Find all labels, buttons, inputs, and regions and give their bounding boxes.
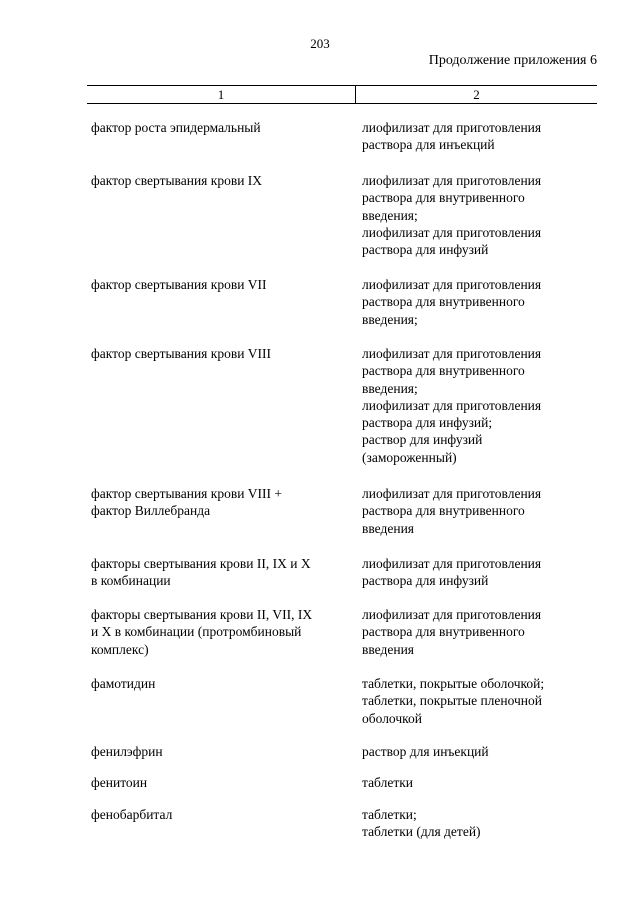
dosage-form-line: таблетки: [362, 775, 414, 790]
table-header: [87, 85, 597, 104]
dosage-forms: [362, 606, 612, 658]
dosage-form-line: раствора для внутривенного: [362, 503, 525, 519]
dosage-form-line: раствор для инфузий: [362, 432, 483, 448]
drug-name: [91, 172, 346, 189]
dosage-forms: [362, 806, 612, 841]
dosage-form-line: раствора для внутривенного: [362, 624, 525, 640]
drug-name: [91, 119, 346, 136]
drug-name: [91, 606, 346, 658]
drug-name-line: в комбинации: [91, 573, 171, 589]
dosage-form-line: введения: [362, 520, 415, 536]
dosage-forms: [362, 555, 612, 590]
dosage-form-line: введения;: [362, 311, 418, 327]
drug-name-line: фенитоин: [91, 775, 148, 790]
dosage-forms: [362, 276, 612, 328]
drug-name: [91, 555, 346, 590]
dosage-form-line: лиофилизат для приготовления: [362, 173, 542, 188]
dosage-forms: [362, 345, 612, 466]
dosage-form-line: раствора для внутривенного: [362, 294, 525, 310]
dosage-form-line: раствора для инфузий;: [362, 415, 493, 431]
drug-name-line: комплекс): [91, 641, 149, 657]
drug-name-line: фактор Виллебранда: [91, 503, 211, 519]
column-1-header: 1: [87, 86, 356, 103]
dosage-form-line: лиофилизат для приготовления: [362, 346, 542, 361]
dosage-form-line: таблетки, покрытые пленочной: [362, 693, 543, 709]
drug-name-line: фактор свертывания крови VIII +: [91, 486, 283, 501]
drug-name-line: фамотидин: [91, 676, 156, 691]
dosage-forms: [362, 675, 612, 727]
dosage-form-line: лиофилизат для приготовления: [362, 397, 542, 413]
dosage-form-line: введения: [362, 641, 415, 657]
dosage-form-line: раствора для инъекций: [362, 137, 495, 153]
dosage-form-line: лиофилизат для приготовления: [362, 224, 542, 240]
dosage-forms: [362, 774, 612, 791]
drug-name: [91, 743, 346, 760]
dosage-form-line: лиофилизат для приготовления: [362, 120, 542, 135]
dosage-forms: [362, 485, 612, 537]
drug-name: [91, 774, 346, 791]
dosage-form-line: введения;: [362, 207, 418, 223]
dosage-form-line: таблетки, покрытые оболочкой;: [362, 676, 545, 691]
dosage-form-line: раствора для внутривенного: [362, 363, 525, 379]
dosage-forms: [362, 743, 612, 760]
page-number: 203: [310, 36, 330, 51]
drug-name-line: фактор свертывания крови VIII: [91, 346, 272, 361]
dosage-form-line: оболочкой: [362, 710, 422, 726]
drug-name: [91, 675, 346, 692]
dosage-form-line: раствора для инфузий: [362, 573, 489, 589]
drug-name-line: факторы свертывания крови II, VII, IX: [91, 607, 313, 622]
drug-name: [91, 806, 346, 823]
dosage-form-line: введения;: [362, 380, 418, 396]
drug-name: [91, 485, 346, 520]
drug-name-line: фактор роста эпидермальный: [91, 120, 261, 135]
dosage-forms: [362, 172, 612, 258]
appendix-continuation-label: Продолжение приложения 6: [428, 53, 597, 68]
drug-name: [91, 345, 346, 362]
drug-name-line: факторы свертывания крови II, IX и X: [91, 556, 311, 571]
dosage-form-line: лиофилизат для приготовления: [362, 277, 542, 292]
dosage-form-line: (замороженный): [362, 449, 457, 465]
drug-name-line: и X в комбинации (протромбиновый: [91, 624, 302, 640]
drug-name-line: фенобарбитал: [91, 807, 173, 822]
drug-name-line: фенилэфрин: [91, 744, 163, 759]
dosage-form-line: лиофилизат для приготовления: [362, 486, 542, 501]
drug-name-line: фактор свертывания крови IX: [91, 173, 263, 188]
dosage-form-line: лиофилизат для приготовления: [362, 556, 542, 571]
dosage-form-line: раствор для инъекций: [362, 744, 489, 759]
column-2-header: 2: [473, 87, 480, 102]
drug-name: [91, 276, 346, 293]
dosage-form-line: раствора для инфузий: [362, 242, 489, 258]
dosage-form-line: таблетки (для детей): [362, 824, 481, 840]
drug-name-line: фактор свертывания крови VII: [91, 277, 267, 292]
dosage-form-line: раствора для внутривенного: [362, 190, 525, 206]
dosage-forms: [362, 119, 612, 154]
dosage-form-line: таблетки;: [362, 807, 417, 822]
dosage-form-line: лиофилизат для приготовления: [362, 607, 542, 622]
